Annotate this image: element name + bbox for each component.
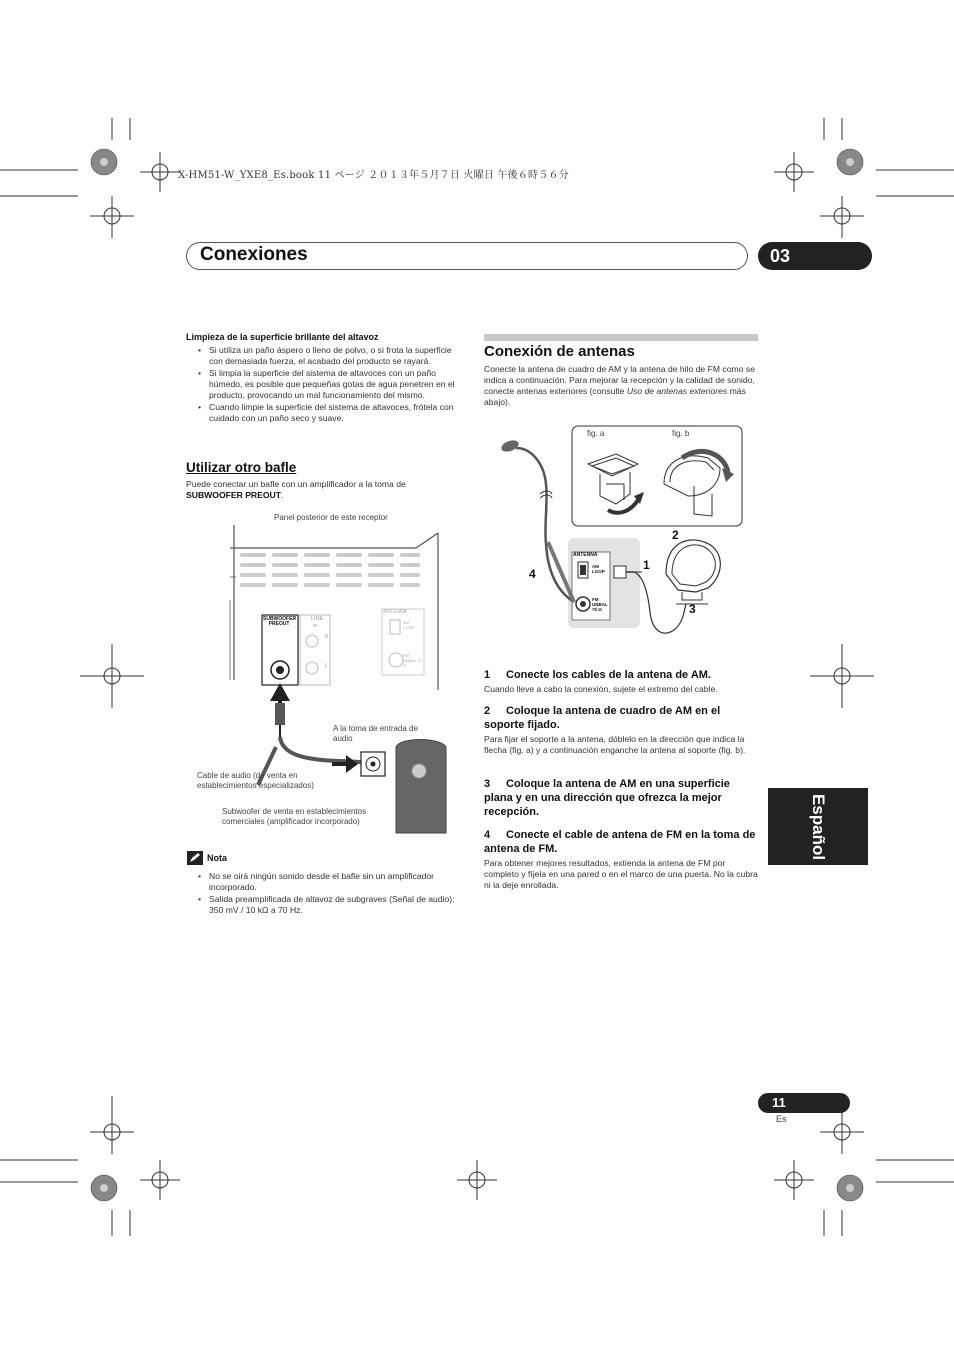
subwoofer-label: Subwoofer de venta en establecimientos comerciales (amplificador incorporado) — [222, 807, 367, 826]
jack-line-label: LINE — [311, 616, 324, 622]
step-number: 4 — [484, 829, 491, 841]
note-list — [186, 871, 462, 917]
jack-line-in-label: IN — [313, 623, 318, 628]
book-header: X-HM51-W_YXE8_Es.book 11 ページ ２０１３年５月７日 火曜日 午後６時５６分 — [178, 170, 569, 181]
antenna-intro-main: Conecte la antena de cuadro de AM y la antena de hilo de FM como se indica a continuación. Para mejorar la recepción y la calidad de sonido, conecte antenas exteriores (consulte — [484, 364, 755, 396]
fm-unbal-label: FM UNBAL 75 Ω — [403, 653, 422, 668]
chapter-number-badge: 03 — [758, 242, 872, 270]
callout-1: 1 — [643, 558, 650, 572]
step-1-title — [484, 668, 758, 682]
audio-cable-label: Cable de audio (de venta en establecimientos especializados) — [197, 771, 314, 790]
step-title-text: Coloque la antena de AM en una superficie plana y en una dirección que ofrezca la mejor recepción. — [484, 778, 730, 818]
step-3-title — [484, 777, 758, 819]
jack-subwoofer-label: SUBWOOFER PREOUT — [263, 616, 297, 627]
am-loop-jack-label: AM LOOP — [592, 564, 605, 574]
subwoofer-diagram — [190, 525, 460, 845]
antenna-intro — [484, 364, 758, 408]
audio-input-label: A la toma de entrada de audio — [333, 724, 418, 743]
step-number: 1 — [484, 669, 491, 681]
section-rule — [484, 334, 758, 341]
subwoofer-text-end: . — [281, 490, 284, 500]
list-item: • Si limpia la superficie del sistema de altavoces con un paño húmedo, es posible que pequeñas gotas de agua penetren en el producto, provocando un mal funcionamiento del mismo. — [186, 368, 462, 401]
jack-l-label: L — [325, 663, 328, 669]
antenna-heading: Conexión de antenas — [484, 343, 635, 360]
callout-4: 4 — [529, 567, 536, 581]
am-loop-label: AM LOOP — [403, 620, 415, 630]
callout-3: 3 — [689, 602, 696, 616]
subwoofer-preout-term: SUBWOOFER PREOUT — [186, 490, 282, 500]
step-2-title — [484, 704, 758, 732]
step-4-text: Para obtener mejores resultados, extienda la antena de FM por completo y fíjela en una pared o en el marco de una puerta. No la cubra ni la deje enrollada. — [484, 858, 758, 890]
language-tab — [768, 788, 868, 865]
antenna-label: ANTENNA — [383, 609, 407, 615]
language-tab-label: Español — [809, 793, 828, 860]
list-item: • Si utiliza un paño áspero o lleno de polvo, o si frota la superficie con demasiada fuerza, el acabado del producto se rayará. — [186, 345, 462, 367]
note-label: Nota — [207, 853, 227, 863]
chapter-title: Conexiones — [200, 244, 308, 265]
fig-a-label: fig. a — [587, 429, 605, 438]
note-icon — [187, 851, 203, 865]
callout-2: 2 — [672, 528, 679, 542]
cleaning-list — [186, 345, 462, 425]
step-title-text: Coloque la antena de cuadro de AM en el soporte fijado. — [484, 705, 721, 731]
subwoofer-heading: Utilizar otro bafle — [186, 460, 297, 475]
list-item: • No se oirá ningún sonido desde el bafle sin un amplificador incorporado. — [186, 871, 462, 893]
antenna-jack-label: ANTENNA — [573, 552, 598, 558]
step-2-text: Para fijar el soporte a la antena, dóblelo en la dirección que indica la flecha (fig. a) y a continuación enganche la antena al soporte (fig. b). — [484, 734, 746, 755]
step-4-title — [484, 828, 758, 856]
cleaning-heading: Limpieza de la superficie brillante del altavoz — [186, 332, 379, 342]
page-number-badge: 11 — [758, 1093, 850, 1113]
antenna-intro-ref: Uso de antenas exteriores — [626, 386, 728, 396]
step-number: 3 — [484, 778, 491, 790]
step-1-text: Cuando lleve a cabo la conexión, sujete el extremo del cable. — [484, 684, 718, 694]
step-number: 2 — [484, 705, 491, 717]
fig-b-label: fig. b — [672, 429, 690, 438]
step-title-text: Conecte los cables de la antena de AM. — [506, 669, 711, 681]
antenna-intro-end: más abajo). — [484, 386, 746, 407]
panel-label: Panel posterior de este receptor — [274, 513, 388, 522]
antenna-diagram — [488, 424, 758, 664]
jack-r-label: R — [325, 634, 329, 640]
subwoofer-text-main: Puede conectar un bafle con un amplificador a la toma de — [186, 479, 406, 489]
step-title-text: Conecte el cable de antena de FM en la toma de antena de FM. — [484, 829, 756, 855]
fm-unbal-jack-label: FM UNBAL 75 Ω — [592, 597, 608, 612]
list-item: • Cuando limpie la superficie del sistema de altavoces, frótela con cuidado con un paño seco y suave. — [186, 402, 462, 424]
subwoofer-text — [186, 479, 462, 501]
list-item: • Salida preamplificada de altavoz de subgraves (Señal de audio): 350 mV / 10 kΩ a 70 Hz. — [186, 894, 462, 916]
page-language: Es — [776, 1114, 787, 1124]
